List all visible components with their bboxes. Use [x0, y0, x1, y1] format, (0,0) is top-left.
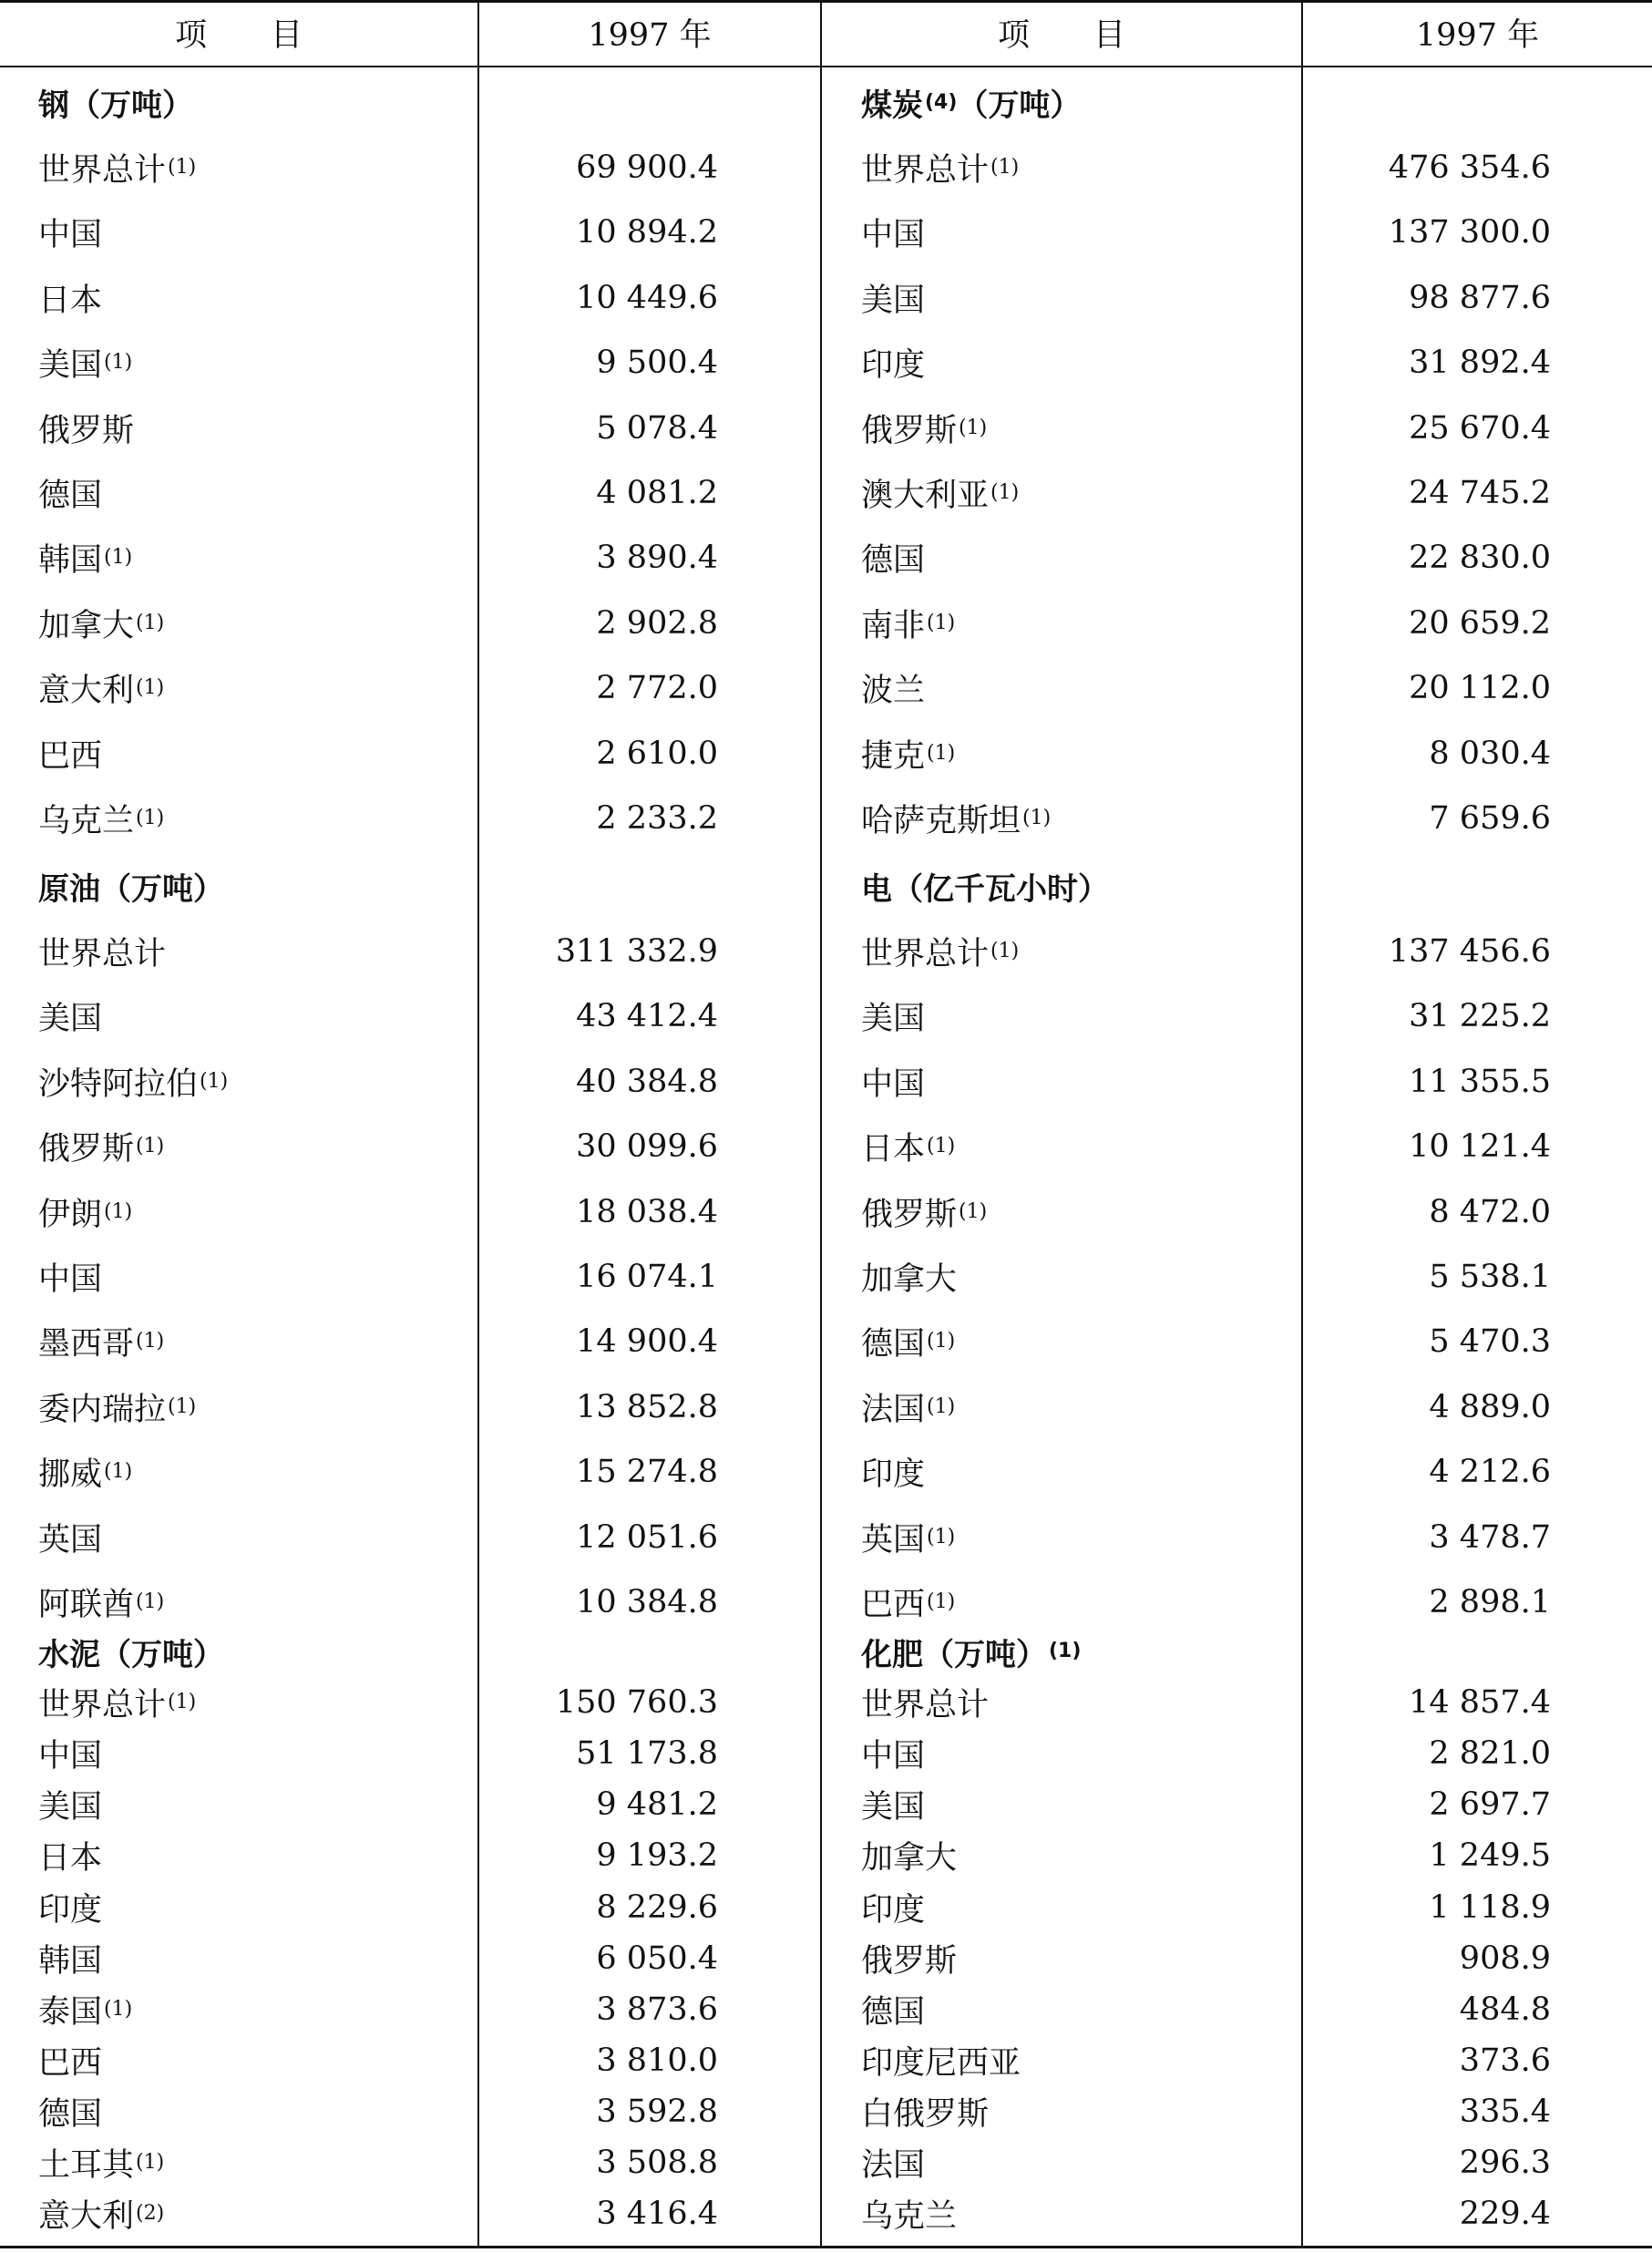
left-item-text: 世界总计	[38, 1687, 167, 1724]
right-item-name	[861, 1728, 925, 1779]
section-title-left: 水泥（万吨）	[38, 1636, 224, 1673]
right-item-name	[861, 656, 925, 721]
left-item-name: 意大利 (2)	[38, 2188, 164, 2239]
left-item-text: 伊朗	[38, 1196, 103, 1233]
left-item-text: 德国	[38, 478, 103, 515]
right-item-text: 俄罗斯	[861, 1196, 958, 1233]
table-row	[0, 1728, 1652, 1779]
right-item-value: 229.4	[1459, 2196, 1551, 2233]
left-item-name: 泰国 (1)	[38, 1984, 132, 2035]
right-item-value: 4 212.6	[1429, 1454, 1551, 1491]
table-row	[0, 1505, 1652, 1569]
table-row	[0, 1779, 1652, 1830]
table-row	[0, 460, 1652, 525]
left-item-text: 世界总计	[38, 936, 167, 973]
right-item-text: 法国	[861, 1391, 926, 1428]
right-item-text: 德国	[861, 1993, 926, 2031]
left-item-value: 3 810.0	[596, 2042, 718, 2079]
right-item-text: 印度	[861, 347, 926, 385]
section-title-right-text: 电（亿千瓦小时）	[861, 871, 1109, 909]
table-row	[0, 984, 1652, 1049]
left-item-name: 世界总计 (1)	[38, 1677, 196, 1728]
section-title-right	[861, 854, 1109, 919]
left-item-name: 乌克兰 (1)	[38, 786, 164, 850]
table-row	[0, 1244, 1652, 1309]
right-item-text: 澳大利亚	[861, 478, 990, 515]
left-item-value: 10 384.8	[576, 1584, 718, 1621]
left-item-value: 5 078.4	[596, 409, 718, 447]
left-item-text: 日本	[38, 282, 103, 319]
right-item-value: 373.6	[1459, 2042, 1551, 2079]
right-item-text: 世界总计	[861, 1687, 990, 1724]
left-item-name: 韩国 (1)	[38, 526, 132, 591]
right-item-value: 908.9	[1459, 1939, 1551, 1977]
left-item-value: 14 900.4	[576, 1323, 718, 1361]
table-row	[0, 1677, 1652, 1728]
right-item-value: 5 470.3	[1429, 1323, 1551, 1361]
right-item-text: 英国	[861, 1521, 926, 1559]
right-item-value: 8 472.0	[1429, 1193, 1551, 1230]
left-item-value: 3 508.8	[596, 2145, 718, 2182]
left-item-name: 俄罗斯 (1)	[38, 1115, 164, 1179]
left-item-text: 中国	[38, 217, 103, 254]
section-title-left: 钢（万吨）	[38, 87, 193, 125]
right-item-name	[861, 2086, 989, 2137]
section-title-right-text: 煤炭	[861, 87, 923, 125]
right-item-value: 2 697.7	[1429, 1786, 1551, 1824]
left-item-value: 3 873.6	[596, 1991, 718, 2028]
left-item-name: 加拿大 (1)	[38, 591, 164, 655]
table-row	[0, 1310, 1652, 1374]
section-title-right-unit: （万吨）	[957, 87, 1082, 125]
left-item-text: 美国	[38, 347, 103, 385]
left-item-value: 150 760.3	[555, 1684, 718, 1722]
left-item-text: 俄罗斯	[38, 412, 135, 449]
right-item-value: 484.8	[1459, 1991, 1551, 2028]
right-item-value: 20 112.0	[1409, 670, 1551, 707]
right-item-value: 10 121.4	[1409, 1128, 1551, 1166]
right-item-name: 澳大利亚 (1)	[861, 460, 1019, 525]
right-item-name	[861, 1984, 925, 2035]
right-item-name	[861, 1049, 925, 1114]
table-row	[0, 1984, 1652, 2035]
right-item-name: 世界总计 (1)	[861, 919, 1019, 983]
right-item-name	[861, 526, 925, 591]
right-item-name: 俄罗斯 (1)	[861, 1179, 987, 1244]
right-item-text: 波兰	[861, 673, 926, 710]
table-row	[0, 786, 1652, 850]
right-item-text: 印度	[861, 1891, 926, 1929]
right-item-value: 1 118.9	[1429, 1888, 1551, 1926]
right-item-value: 31 225.2	[1409, 998, 1551, 1035]
right-item-name: 德国 (1)	[861, 1310, 955, 1374]
left-item-name: 挪威 (1)	[38, 1440, 132, 1505]
right-item-value: 25 670.4	[1409, 409, 1551, 447]
section-title-right-text: 化肥（万吨）	[861, 1636, 1047, 1673]
left-item-name: 委内瑞拉 (1)	[38, 1374, 196, 1439]
right-item-text: 俄罗斯	[861, 1942, 958, 1980]
right-item-value: 335.4	[1459, 2093, 1551, 2130]
table-row	[0, 1115, 1652, 1179]
header-item-left: 项 目	[174, 17, 303, 54]
right-item-name: 世界总计 (1)	[861, 135, 1019, 200]
left-item-text: 世界总计	[38, 152, 167, 190]
right-item-text: 法国	[861, 2147, 926, 2185]
left-item-text: 加拿大	[38, 607, 135, 644]
left-item-value: 3 416.4	[596, 2196, 718, 2233]
left-item-name	[38, 919, 166, 983]
table-row	[0, 1830, 1652, 1881]
right-item-value: 11 355.5	[1409, 1063, 1551, 1100]
left-item-name	[38, 2035, 102, 2086]
right-item-text: 日本	[861, 1131, 926, 1168]
section-title-left: 原油（万吨）	[38, 871, 224, 909]
header-bottom-rule	[0, 66, 1652, 67]
left-item-text: 印度	[38, 1891, 103, 1929]
table-row	[0, 135, 1652, 200]
right-item-name: 捷克 (1)	[861, 721, 955, 786]
right-item-name	[861, 1244, 957, 1309]
right-item-text: 德国	[861, 542, 926, 580]
right-item-value: 31 892.4	[1409, 345, 1551, 382]
right-item-text: 美国	[861, 1789, 926, 1826]
right-item-text: 德国	[861, 1326, 926, 1363]
right-item-value: 1 249.5	[1429, 1837, 1551, 1875]
left-item-value: 16 074.1	[576, 1259, 718, 1296]
right-item-value: 5 538.1	[1429, 1259, 1551, 1296]
table-row	[0, 591, 1652, 655]
left-item-name	[38, 1830, 102, 1881]
left-item-text: 墨西哥	[38, 1326, 135, 1363]
left-item-name	[38, 1882, 102, 1933]
header-item-right: 项 目	[997, 17, 1125, 54]
right-item-name	[861, 2137, 925, 2188]
left-item-name	[38, 1505, 102, 1569]
left-item-value: 40 384.8	[576, 1063, 718, 1100]
left-item-name: 意大利 (1)	[38, 656, 164, 721]
left-item-name	[38, 265, 102, 330]
right-item-name	[861, 984, 925, 1049]
left-item-value: 3 890.4	[596, 540, 718, 577]
left-item-value: 69 900.4	[576, 149, 718, 187]
right-item-name	[861, 201, 925, 265]
table-row	[0, 2188, 1652, 2239]
left-item-value: 15 274.8	[576, 1454, 718, 1491]
left-item-value: 2 233.2	[596, 800, 718, 838]
left-item-value: 13 852.8	[576, 1388, 718, 1425]
section-heading-row	[0, 70, 1652, 135]
right-item-name	[861, 331, 925, 396]
left-item-name	[38, 984, 102, 1049]
table-row	[0, 201, 1652, 265]
section-title-right: 煤炭 (4) （万吨）	[861, 70, 1081, 135]
right-item-text: 印度	[861, 1456, 926, 1494]
left-item-value: 10 449.6	[576, 279, 718, 316]
left-item-text: 俄罗斯	[38, 1131, 135, 1168]
right-item-text: 白俄罗斯	[861, 2095, 990, 2133]
right-item-name: 巴西 (1)	[861, 1569, 955, 1634]
left-item-name	[38, 1728, 102, 1779]
left-item-text: 巴西	[38, 2044, 103, 2082]
right-item-value: 3 478.7	[1429, 1518, 1551, 1556]
left-item-value: 51 173.8	[576, 1735, 718, 1773]
left-item-value: 10 894.2	[576, 214, 718, 252]
left-item-text: 英国	[38, 1521, 103, 1559]
right-item-value: 296.3	[1459, 2145, 1551, 2182]
left-item-text: 中国	[38, 1738, 103, 1775]
right-item-value: 7 659.6	[1429, 800, 1551, 838]
right-item-text: 中国	[861, 217, 926, 254]
left-item-value: 3 592.8	[596, 2093, 718, 2130]
right-item-text: 世界总计	[861, 936, 990, 973]
right-item-name	[861, 2188, 957, 2239]
right-item-name	[861, 1830, 957, 1881]
right-item-value: 8 030.4	[1429, 735, 1551, 772]
left-item-text: 阿联酋	[38, 1587, 135, 1624]
left-item-text: 美国	[38, 1789, 103, 1826]
left-item-text: 泰国	[38, 1993, 103, 2031]
right-item-value: 4 889.0	[1429, 1388, 1551, 1425]
left-item-value: 6 050.4	[596, 1939, 718, 1977]
table-row	[0, 1049, 1652, 1114]
right-item-value: 14 857.4	[1409, 1684, 1551, 1722]
left-item-text: 中国	[38, 1261, 103, 1299]
left-item-text: 韩国	[38, 1942, 103, 1980]
right-item-value: 2 898.1	[1429, 1584, 1551, 1621]
table-row	[0, 1933, 1652, 1984]
right-item-name	[861, 2035, 1021, 2086]
right-item-value: 476 354.6	[1388, 149, 1551, 187]
right-item-text: 乌克兰	[861, 2198, 958, 2236]
right-item-name: 哈萨克斯坦 (1)	[861, 786, 1051, 850]
table-row	[0, 919, 1652, 983]
right-item-value: 2 821.0	[1429, 1735, 1551, 1773]
left-item-name: 墨西哥 (1)	[38, 1310, 164, 1374]
left-item-value: 12 051.6	[576, 1518, 718, 1556]
right-item-text: 中国	[861, 1738, 926, 1775]
right-item-value: 22 830.0	[1409, 540, 1551, 577]
left-item-value: 18 038.4	[576, 1193, 718, 1230]
right-item-name	[861, 1882, 925, 1933]
right-item-text: 俄罗斯	[861, 412, 958, 449]
left-item-text: 韩国	[38, 542, 103, 580]
right-item-text: 美国	[861, 1001, 926, 1038]
left-item-name	[38, 1244, 102, 1309]
left-item-text: 土耳其	[38, 2147, 135, 2185]
right-item-name: 英国 (1)	[861, 1505, 955, 1569]
left-item-name	[38, 721, 102, 786]
left-item-name	[38, 396, 134, 460]
right-item-text: 捷克	[861, 737, 926, 775]
right-item-name: 日本 (1)	[861, 1115, 955, 1179]
right-item-text: 哈萨克斯坦	[861, 803, 1021, 840]
right-item-name	[861, 1933, 957, 1984]
table-row	[0, 331, 1652, 396]
section-heading-row	[0, 854, 1652, 919]
right-item-value: 98 877.6	[1409, 279, 1551, 316]
table-row	[0, 526, 1652, 591]
section-title-right: 化肥（万吨） (1)	[861, 1626, 1081, 1677]
right-item-value: 137 300.0	[1388, 214, 1551, 252]
right-item-text: 世界总计	[861, 152, 990, 190]
left-item-name: 美国 (1)	[38, 331, 132, 396]
left-item-name: 沙特阿拉伯 (1)	[38, 1049, 228, 1114]
left-item-value: 9 481.2	[596, 1786, 718, 1824]
left-item-value: 2 610.0	[596, 735, 718, 772]
table-row	[0, 1179, 1652, 1244]
table-row	[0, 656, 1652, 721]
section-heading-row	[0, 1626, 1652, 1677]
left-item-text: 委内瑞拉	[38, 1391, 167, 1428]
right-item-text: 巴西	[861, 1587, 926, 1624]
left-item-text: 意大利	[38, 2198, 135, 2236]
left-item-text: 美国	[38, 1001, 103, 1038]
table-row	[0, 2137, 1652, 2188]
left-item-value: 2 902.8	[596, 604, 718, 642]
right-item-name: 法国 (1)	[861, 1374, 955, 1439]
right-item-name	[861, 1779, 925, 1830]
left-item-value: 311 332.9	[555, 933, 718, 971]
right-item-name	[861, 265, 925, 330]
right-item-name: 俄罗斯 (1)	[861, 396, 987, 460]
left-item-name	[38, 1933, 102, 1984]
right-item-text: 加拿大	[861, 1840, 958, 1878]
table-row	[0, 2035, 1652, 2086]
left-item-name: 伊朗 (1)	[38, 1179, 132, 1244]
right-item-name	[861, 1440, 925, 1505]
left-item-value: 8 229.6	[596, 1888, 718, 1926]
table-bottom-rule	[0, 2246, 1652, 2248]
header-year-left: 1997 年	[588, 17, 712, 54]
right-item-text: 美国	[861, 282, 926, 319]
table-row	[0, 1440, 1652, 1505]
right-item-text: 印度尼西亚	[861, 2044, 1021, 2082]
left-item-text: 挪威	[38, 1456, 103, 1494]
left-item-value: 2 772.0	[596, 670, 718, 707]
left-item-name: 阿联酋 (1)	[38, 1569, 164, 1634]
table-row	[0, 1374, 1652, 1439]
table-row	[0, 265, 1652, 330]
left-item-value: 43 412.4	[576, 998, 718, 1035]
left-item-text: 日本	[38, 1840, 103, 1878]
table-row	[0, 396, 1652, 460]
right-item-name: 南非 (1)	[861, 591, 955, 655]
right-item-text: 中国	[861, 1065, 926, 1103]
left-item-name	[38, 460, 102, 525]
left-item-text: 德国	[38, 2095, 103, 2133]
left-item-name	[38, 201, 102, 265]
left-item-text: 沙特阿拉伯	[38, 1065, 199, 1103]
right-item-name	[861, 1677, 989, 1728]
table-row	[0, 1882, 1652, 1933]
table-row	[0, 721, 1652, 786]
left-item-text: 巴西	[38, 737, 103, 775]
left-item-name	[38, 2086, 102, 2137]
right-item-value: 20 659.2	[1409, 604, 1551, 642]
left-item-value: 30 099.6	[576, 1128, 718, 1166]
right-item-text: 加拿大	[861, 1261, 958, 1299]
right-item-text: 南非	[861, 607, 926, 644]
table-row	[0, 2086, 1652, 2137]
header-year-right: 1997 年	[1415, 17, 1540, 54]
left-item-text: 乌克兰	[38, 803, 135, 840]
left-item-text: 意大利	[38, 673, 135, 710]
left-item-value: 9 193.2	[596, 1837, 718, 1875]
right-item-value: 137 456.6	[1388, 933, 1551, 971]
right-item-value: 24 745.2	[1409, 475, 1551, 512]
left-item-value: 4 081.2	[596, 475, 718, 512]
left-item-name: 土耳其 (1)	[38, 2137, 164, 2188]
left-item-value: 9 500.4	[596, 345, 718, 382]
left-item-name: 世界总计 (1)	[38, 135, 196, 200]
left-item-name	[38, 1779, 102, 1830]
